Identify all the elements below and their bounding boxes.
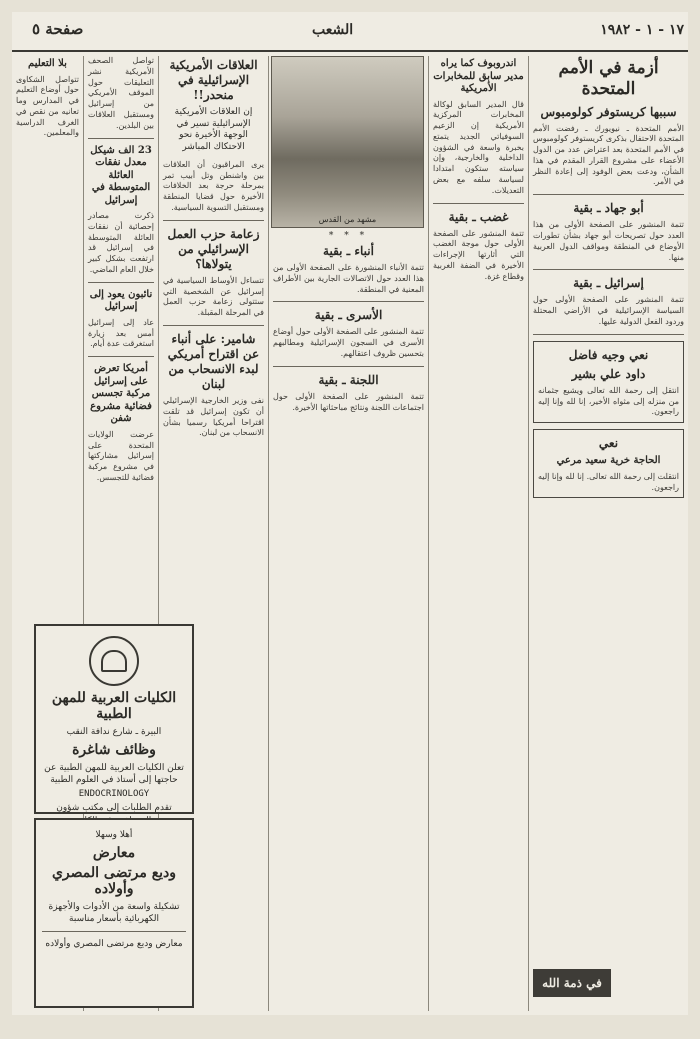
divider — [88, 282, 154, 283]
subject-label: ENDOCRINOLOGY — [78, 789, 150, 800]
welcome-text: أهلا وسهلا — [95, 830, 133, 840]
article-body: تتمة الأنباء المنشورة على الصفحة الأولى من هذا العدد حول الاتصالات الجارية بين الأطراف المعنية في المنطقة. — [273, 263, 424, 294]
divider — [163, 325, 264, 326]
photo-caption: مشهد من القدس — [318, 215, 377, 224]
obituary-heading: نعي وجيه فاضل — [568, 347, 649, 362]
college-emblem-icon — [89, 636, 139, 686]
article-body: الأمم المتحدة ـ نيويورك ـ رفضت الأمم المتحدة الاحتفال بذكرى كريستوفر كولومبوس في الأمم المتحدة بعد اعتراض عدد من الدول الأعضاء على مشروع القرار المقدم في هذا الشأن، ودعت بعض الوفود إلى إعادة النظر في الأمر. — [533, 123, 684, 187]
article-body: نفى وزير الخارجية الإسرائيلي أن تكون إسرائيل قد تلقت اقتراحا أمريكيا رسميا بشأن الانسحاب من لبنان. — [163, 395, 264, 438]
showroom-text: تشكيلة واسعة من الأدوات والأجهزة الكهربائية بأسعار مناسبة — [48, 902, 180, 925]
story-heading: بلا التعليم — [28, 58, 67, 69]
article-body: تتمة المنشور على الصفحة الأولى حول أوضاع الأسرى في السجون الإسرائيلية ومطالبهم بتحسين ظروف اعتقالهم. — [273, 327, 424, 358]
divider — [273, 301, 424, 302]
divider — [163, 220, 264, 221]
headline-andropov: اندروبوف كما يراه مدير سابق للمخابرات الأمريكية — [433, 58, 524, 94]
article-body: تتمة المنشور على الصفحة الأولى من هذا العدد حول تصريحات أبو جهاد بشأن تطورات الأوضاع في المنطقة ومواقف الدول العربية منها. — [533, 220, 684, 262]
divider — [533, 194, 684, 195]
obituary-heading: نعي — [598, 436, 619, 451]
showroom-name: وديع مرتضى المصري وأولاده — [51, 865, 177, 898]
story-heading: زعامة حزب العمل الإسرائيلي من يتولاها؟ — [167, 226, 260, 271]
masthead — [12, 12, 688, 52]
article-body: عرضت الولايات المتحدة على إسرائيل مشاركتها في مشروع مركبة فضائية للتجسس. — [88, 429, 154, 482]
college-ad — [34, 624, 194, 814]
story-heading: الأسرى ـ بقية — [314, 308, 383, 323]
obituary-notice — [533, 341, 684, 423]
obituary-body: انتقلت إلى رحمة الله تعالى. إنا لله وإنا إليه راجعون. — [538, 471, 679, 492]
headline-lead: إن العلاقات الأمريكية الإسرائيلية تسير في الوجهة الأخيرة نحو الاحتكاك المباشر — [174, 107, 253, 153]
article-body: تتساءل الأوساط السياسية في إسرائيل عن الشخصية التي ستتولى زعامة حزب العمل في المرحلة المقبلة. — [163, 275, 264, 318]
divider — [88, 138, 154, 139]
issue-date: ١٧ - ١ - ١٩٨٢ — [600, 22, 684, 38]
obituary-heading: داود علي بشير — [571, 366, 646, 381]
story-heading: غضب ـ بقية — [448, 209, 509, 224]
obituary-logo: في ذمة الله — [533, 969, 611, 997]
story-heading: نائبون يعود إلى إسرائيل — [89, 288, 153, 313]
obituary-body: انتقل إلى رحمة الله تعالى ويشيع جثمانه من منزله إلى مثواه الأخير، إنا لله وإنا إليه راجعون. — [538, 385, 679, 417]
news-photo — [271, 56, 424, 228]
column-3 — [268, 56, 428, 1011]
story-heading: أمريكا تعرض على إسرائيل مركبة تجسس فضائية مشروع شفن — [90, 363, 152, 425]
newspaper-page — [12, 12, 688, 1015]
vacancies-heading: وظائف شاغرة — [72, 742, 156, 759]
headline-un-crisis: أزمة في الأمم المتحدة — [558, 58, 659, 100]
article-body: تواصل الصحف الأمريكية نشر التعليقات حول الموقف الأمريكي من إسرائيل ومستقبل العلاقات بين البلدين. — [88, 56, 154, 130]
section-stars: * * * — [328, 231, 369, 241]
showroom-title: معارض — [92, 845, 136, 862]
article-body: تتمة المنشور على الصفحة الأولى حول السياسة الإسرائيلية في الأراضي المحتلة وردود الفعل الدولية عليها. — [533, 295, 684, 327]
story-heading: إسرائيل ـ بقية — [573, 276, 644, 291]
divider — [533, 269, 684, 270]
divider — [533, 334, 684, 335]
story-heading: 23 الف شيكل معدل نفقات العائلة المتوسطة في إسرائيل — [90, 144, 152, 206]
showroom-ad — [34, 818, 194, 1008]
article-body: تتواصل الشكاوى حول أوضاع التعليم في المدارس وما تعانيه من نقص في الغرف الدراسية والمعلمين. — [16, 74, 79, 138]
story-heading: أنباء ـ بقية — [323, 244, 374, 258]
story-heading: اللجنة ـ بقية — [318, 372, 379, 387]
divider — [433, 203, 524, 204]
article-body: قال المدير السابق لوكالة المخابرات المركزية الأمريكية إن الزعيم السوفياتي الجديد يتمتع بخبرة واسعة في الشؤون الداخلية والخارجية، وإن سياسته ستكون امتدادا لسياسة سلفه مع بعض التعديلات. — [433, 99, 524, 195]
article-body: تتمة المنشور على الصفحة الأولى حول موجة الغضب التي أثارتها الإجراءات الأخيرة في الضفة الغربية وقطاع غزة. — [433, 228, 524, 281]
story-heading: شامير: على أنباء عن اقتراح أمريكي لبدء الانسحاب من لبنان — [167, 331, 260, 391]
headline-us-israel: العلاقات الأمريكية الإسرائيلية في منحدر!! — [169, 58, 258, 102]
article-body: ذكرت مصادر إحصائية أن نفقات العائلة المتوسطة في إسرائيل قد ارتفعت بشكل كبير خلال العام الماضي. — [88, 211, 154, 275]
page-number: صفحة ٥ — [32, 20, 84, 38]
vacancy-text: تعلن الكليات العربية للمهن الطبية عن حاجتها إلى أستاذ في العلوم الطبية — [44, 763, 184, 786]
article-body: عاد إلى إسرائيل أمس بعد زيارة استغرقت عدة أيام. — [88, 317, 154, 349]
showroom-footer: معارض وديع مرتضى المصري وأولاده — [45, 939, 183, 950]
subheadline-columbus: سببها كريستوفر كولومبوس — [540, 104, 677, 119]
paper-name: الشعب — [312, 22, 354, 38]
divider — [88, 356, 154, 357]
divider — [42, 931, 186, 932]
article-body: يرى المراقبون أن العلاقات بين واشنطن وتل أبيب تمر بمرحلة حرجة بعد الخلافات الأخيرة حول قضايا المنطقة ومستقبل التسوية السياسية. — [163, 159, 264, 212]
divider — [273, 366, 424, 367]
college-location: البيرة ـ شارع ندافة النقب — [66, 727, 162, 737]
application-text: تقدم الطلبات إلى مكتب شؤون — [56, 803, 172, 814]
story-heading: أبو جهاد ـ بقية — [573, 201, 644, 216]
obituary-notice — [533, 429, 684, 498]
obituary-heading: الحاجة خرية سعيد مرعي — [556, 455, 661, 467]
college-name: الكليات العربية للمهن الطبية — [51, 690, 177, 722]
column-2 — [428, 56, 528, 1011]
column-1 — [528, 56, 688, 1011]
article-body: تتمة المنشور على الصفحة الأولى حول اجتماعات اللجنة ونتائج مباحثاتها الأخيرة. — [273, 391, 424, 412]
